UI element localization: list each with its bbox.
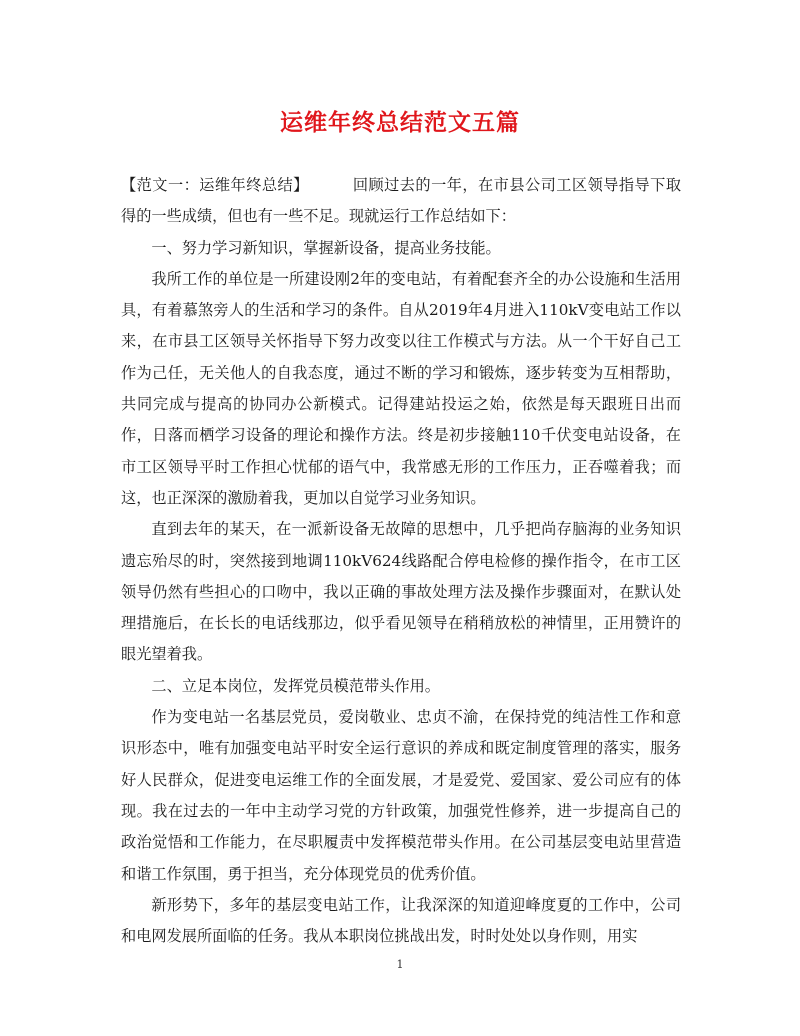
section-heading: 一、努力学习新知识，掌握新设备，提高业务技能。 — [151, 238, 501, 257]
section-heading: 二、立足本岗位，发挥党员模范带头作用。 — [151, 676, 440, 695]
page-number: 1 — [396, 958, 404, 971]
body-paragraph: 新形势下，多年的基层变电站工作，让我深深的知道迎峰度夏的工作中，公司和电网发展所面临的任务。我从本职岗位挑战出发，时时处处以身作则，用实 — [121, 895, 681, 946]
document-body — [121, 170, 681, 952]
paragraph-text: 回顾过去的一年，在市县公司工区领导指导下取得的一些成绩，但也有一些不足。现就运行工作总结如下： — [121, 176, 682, 226]
intro-label: 【范文一：运维年终总结】 — [121, 176, 309, 194]
body-paragraph: 直到去年的某天，在一派新设备无故障的思想中，几乎把尚存脑海的业务知识遗忘殆尽的时，突然接到地调110kV624线路配合停电检修的操作指令，在市工区领导仍然有些担心的口吻中，我以正确的事故处理方法及操作步骤面对，在默认处理措施后，在长长的电话线那边，似乎看见领导在稍稍放松的神情里，正用赞许的眼光望着我。 — [121, 520, 681, 664]
body-paragraph: 我所工作的单位是一所建设刚2年的变电站，有着配套齐全的办公设施和生活用具，有着慕煞旁人的生活和学习的条件。自从2019年4月进入110kV变电站工作以来，在市县工区领导关怀指导下努力改变以往工作模式与方法。从一个干好自己工作为己任，无关他人的自我态度，通过不断的学习和锻炼，逐步转变为互相帮助，共同完成与提高的协同办公新模式。记得建站投运之始，依然是每天跟班日出而作，日落而栖学习设备的理论和操作方法。终是初步接触110千伏变电站设备，在市工区领导平时工作担心忧郁的语气中，我常感无形的工作压力，正吞噬着我；而这，也正深深的激励着我，更加以自觉学习业务知识。 — [121, 269, 681, 507]
document-title: 运维年终总结范文五篇 — [280, 109, 520, 136]
body-paragraph: 作为变电站一名基层党员，爱岗敬业、忠贞不渝，在保持党的纯洁性工作和意识形态中，唯有加强变电站平时安全运行意识的养成和既定制度管理的落实，服务好人民群众，促进变电运维工作的全面发展，才是爱党、爱国家、爱公司应有的体现。我在过去的一年中主动学习党的方针政策，加强党性修养，进一步提高自己的政治觉悟和工作能力，在尽职履责中发挥模范带头作用。在公司基层变电站里营造和谐工作氛围，勇于担当，充分体现党员的优秀价值。 — [121, 708, 681, 883]
intro-paragraph — [121, 170, 681, 233]
